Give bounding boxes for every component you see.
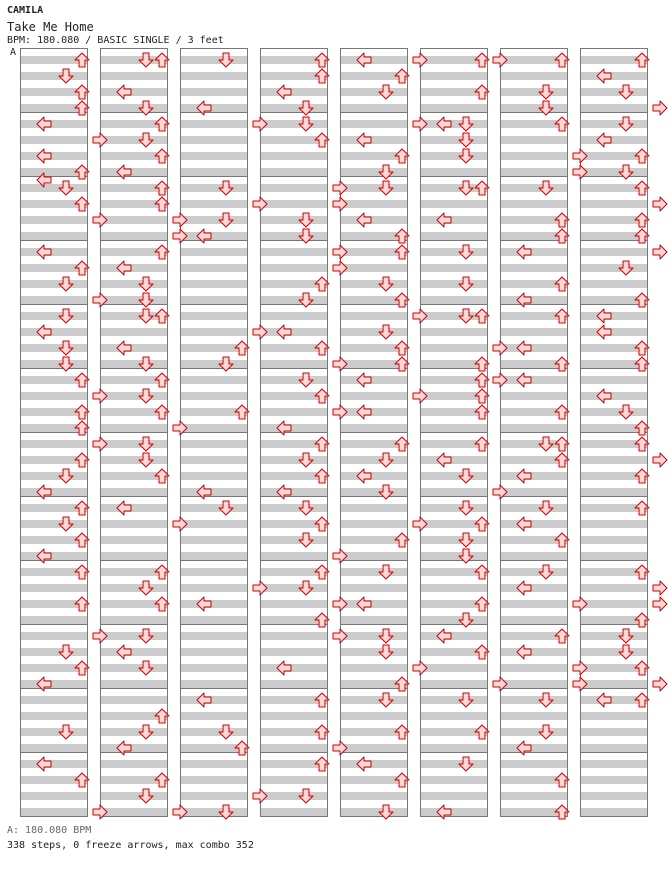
measure xyxy=(340,112,408,177)
measure xyxy=(180,432,248,497)
measure xyxy=(180,752,248,817)
measure xyxy=(180,688,248,753)
measure xyxy=(580,112,648,177)
measure xyxy=(100,432,168,497)
measure xyxy=(260,496,328,561)
measure xyxy=(500,240,568,305)
chart-info: BPM: 180.080 / BASIC SINGLE / 3 feet xyxy=(7,35,224,46)
step-stats: 338 steps, 0 freeze arrows, max combo 352 xyxy=(7,840,254,851)
measure xyxy=(20,304,88,369)
measure xyxy=(20,624,88,689)
measure xyxy=(180,560,248,625)
measure xyxy=(340,48,408,113)
measure xyxy=(500,688,568,753)
step-arrow-right xyxy=(653,581,667,595)
measure xyxy=(420,112,488,177)
measure xyxy=(180,112,248,177)
measure xyxy=(420,624,488,689)
step-arrow-right xyxy=(653,197,667,211)
measure xyxy=(20,176,88,241)
measure xyxy=(180,368,248,433)
measure xyxy=(20,112,88,177)
measure xyxy=(260,368,328,433)
measure xyxy=(100,496,168,561)
measure xyxy=(260,240,328,305)
measure xyxy=(180,624,248,689)
measure xyxy=(500,560,568,625)
measure xyxy=(340,368,408,433)
measure xyxy=(180,176,248,241)
measure xyxy=(500,176,568,241)
step-arrow-right xyxy=(653,245,667,259)
measure xyxy=(20,688,88,753)
measure xyxy=(100,752,168,817)
measure xyxy=(420,496,488,561)
measure xyxy=(180,496,248,561)
measure xyxy=(420,752,488,817)
measure xyxy=(580,240,648,305)
measure xyxy=(500,752,568,817)
measure xyxy=(500,368,568,433)
measure xyxy=(340,496,408,561)
measure xyxy=(260,176,328,241)
bpm-footer: A: 180.080 BPM xyxy=(7,825,92,836)
measure xyxy=(20,240,88,305)
step-arrow-right xyxy=(653,677,667,691)
measure xyxy=(580,624,648,689)
step-arrow-right xyxy=(653,597,667,611)
measure xyxy=(20,752,88,817)
measure xyxy=(580,304,648,369)
measure xyxy=(340,688,408,753)
measure xyxy=(180,240,248,305)
measure xyxy=(500,496,568,561)
bpm-marker: A xyxy=(10,47,17,58)
song-title: Take Me Home xyxy=(7,20,94,34)
measure xyxy=(20,432,88,497)
measure xyxy=(580,368,648,433)
step-arrow-right xyxy=(653,453,667,467)
measure xyxy=(260,304,328,369)
measure xyxy=(420,688,488,753)
measure xyxy=(340,624,408,689)
measure xyxy=(100,624,168,689)
measure xyxy=(180,304,248,369)
measure xyxy=(260,624,328,689)
measure xyxy=(340,304,408,369)
measure xyxy=(580,752,648,817)
measure xyxy=(260,112,328,177)
song-artist: CAMILA xyxy=(7,5,44,16)
measure xyxy=(180,48,248,113)
measure xyxy=(420,240,488,305)
step-arrow-right xyxy=(653,101,667,115)
measure xyxy=(100,688,168,753)
measure xyxy=(340,560,408,625)
measure xyxy=(340,752,408,817)
measure xyxy=(340,176,408,241)
